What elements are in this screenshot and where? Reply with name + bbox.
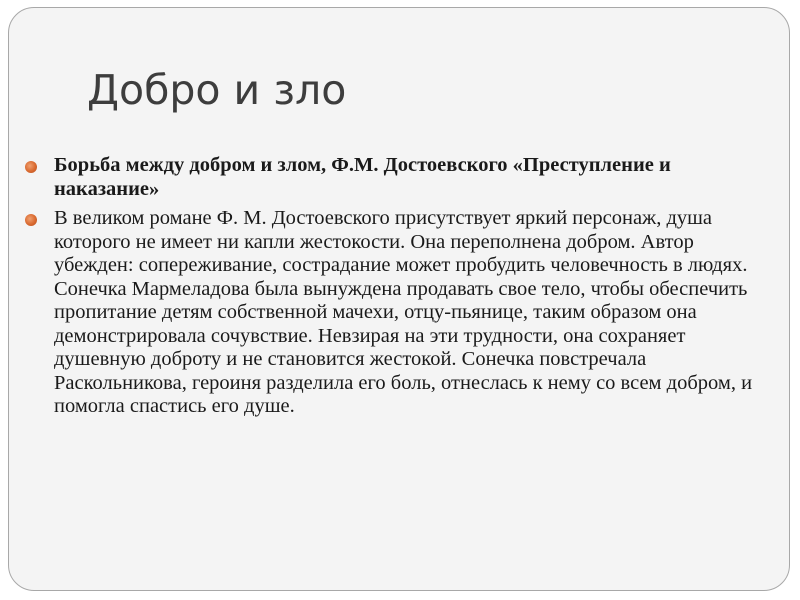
bullet-text: В великом романе Ф. М. Достоевского присутствует яркий персонаж, душа которого не имеет ни капли жестокости. Она переполнена добром. Автор убежден: сопереживание, сострадание может пробудить человечность в людях. Сонечка Мармеладова была вынуждена продавать свое тело, чтобы обеспечить пропитание детям собственной мачехи, отцу-пьянице, таким образом она демонстрировала сочувствие. Невзирая на эти трудности, она сохраняет душевную доброту и не становится жестокой. Сонечка повстречала Раскольникова, героиня разделила его боль, отнеслась к нему со всем добром, и помогла спастись его душе. <box>54 207 753 417</box>
bullet-item-heading <box>54 154 770 201</box>
slide-title: Добро и зло <box>87 66 347 114</box>
bullet-dot-icon <box>25 161 37 173</box>
bullet-text: Борьба между добром и злом, Ф.М. Достоевского «Преступление и наказание» <box>54 154 671 200</box>
bullet-list <box>54 154 770 425</box>
bullet-item-paragraph <box>54 207 770 419</box>
bullet-dot-icon <box>25 214 37 226</box>
